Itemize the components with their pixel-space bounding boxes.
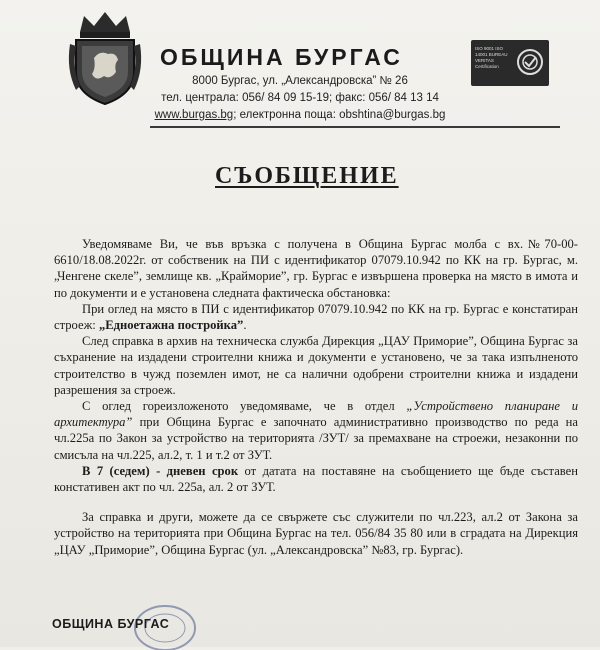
paragraph-contact: За справка и други, можете да се свържете със служители по чл.223, ал.2 от Закона за устройство на територията при Община Бургас на тел. 056/84 35 80 или в сградата на Дирекция „ЦАУ „Приморие”, Община Бургас (ул. „Александровска” №83, гр. Бургас).: [54, 510, 578, 557]
signature-block: ОБЩИНА БУРГАС: [52, 617, 170, 631]
paragraph-deadline-end: от датата на поставяне на съобщението ще бъде съставен констативен акт по чл. 225а, ал. 2 от ЗУТ.: [54, 463, 578, 495]
phone-fax-line: тел. централа: 056/ 84 09 15-19; факс: 056/ 84 13 14: [161, 92, 439, 104]
certification-text: ISO 9001 ISO 14001 BUREAU VERITAS Certification: [475, 46, 508, 69]
organization-name: ОБЩИНА БУРГАС: [160, 44, 403, 70]
bureau-veritas-seal-icon: [516, 48, 544, 76]
paragraph-procedure: [54, 398, 578, 463]
deadline-period: В 7 (седем) - дневен срок: [82, 463, 239, 478]
email-label: ; електронна поща:: [233, 109, 340, 121]
website-link[interactable]: www.burgas.bg: [154, 109, 234, 121]
document-body: [54, 236, 578, 558]
paragraph-deadline: [54, 463, 578, 495]
certification-badge: [471, 40, 549, 86]
city-coat-of-arms-icon: [66, 10, 144, 106]
paragraph-inspection-text: При оглед на място в ПИ с идентификатор 07079.10.942 по КК на гр. Бургас е констатиран строеж:: [54, 301, 578, 333]
construction-type: „Едноетажна постройка”: [98, 318, 244, 333]
header-divider: [150, 126, 560, 128]
address-line: 8000 Бургас, ул. „Александровска” № 26: [192, 75, 408, 87]
department-name: „Устройствено планиране и архитектура”: [54, 399, 579, 430]
paragraph-archive-check: След справка в архив на техническа служба Дирекция „ЦАУ Приморие”, Община Бургас за съхранение на издадени строителни книжа и документи е установено, че за така изпълненото строителство в чужд поземлен имот, не са налични одобрени строителни книжа и издадени разрешения за строеж.: [54, 334, 578, 397]
paragraph-inspection-end: .: [243, 318, 247, 333]
web-email-line: [150, 109, 450, 121]
paragraph-procedure-start: С оглед гореизложеното уведомяваме, че в отдел: [82, 399, 407, 414]
paragraph-intro: Уведомяваме Ви, че във връзка с получена в Община Бургас молба с вх.№70-00-6610/18.08.2022г. от собственик на ПИ с идентификатор 07079.10.942 по КК на гр. Бургас, м. „Ченгене скеле”, землище кв. „Крайморие”, гр. Бургас е извършена проверка на място в имота и по документи и е установена следната фактическа обстановка:: [54, 237, 578, 300]
spacer: [54, 495, 578, 509]
paragraph-inspection: [54, 301, 578, 333]
document-title: СЪОБЩЕНИЕ: [215, 163, 399, 189]
email-link[interactable]: obshtina@burgas.bg: [339, 109, 446, 121]
paragraph-procedure-end: при Община Бургас е започнато административно производство по реда на чл.225а по Закон за устройство на територията /ЗУТ/ за премахване на строежи, незаконни по смисъла на чл.225, ал.2, т. 1 и т.2 от ЗУТ.: [54, 415, 578, 462]
